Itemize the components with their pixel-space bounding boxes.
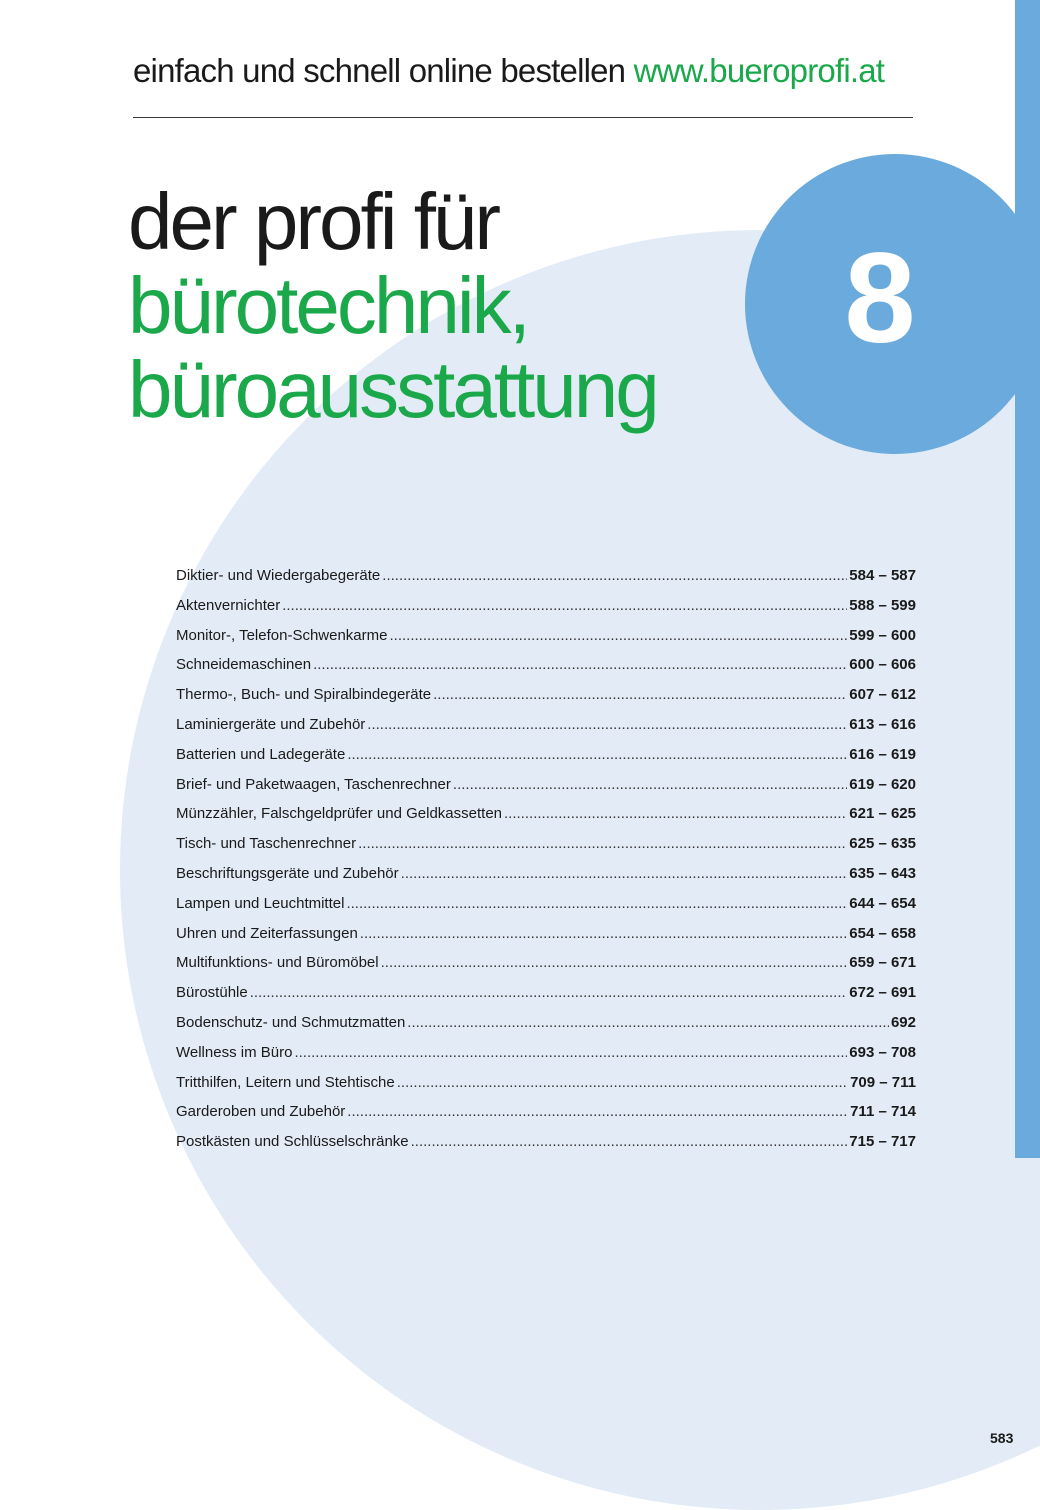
- toc-entry[interactable]: [176, 776, 916, 806]
- title-line-2: bürotechnik,: [128, 261, 528, 350]
- header: [133, 52, 913, 90]
- toc-dot-leader: [504, 805, 847, 822]
- toc-entry-pages: 659 – 671: [849, 954, 916, 972]
- toc-dot-leader: [367, 716, 847, 733]
- toc-dot-leader: [411, 1133, 848, 1150]
- toc-entry-pages: 600 – 606: [849, 656, 916, 674]
- toc-entry-label: Bürostühle: [176, 984, 248, 1002]
- toc-entry-pages: 588 – 599: [849, 596, 916, 614]
- toc-entry[interactable]: [176, 835, 916, 865]
- toc-entry-pages: 711 – 714: [850, 1103, 916, 1121]
- toc-entry-pages: 693 – 708: [849, 1043, 916, 1061]
- toc-entry-pages: 613 – 616: [849, 715, 916, 733]
- page-number: 583: [990, 1430, 1014, 1446]
- toc-entry[interactable]: [176, 686, 916, 716]
- toc-dot-leader: [358, 835, 847, 852]
- toc-entry-pages: 635 – 643: [849, 864, 916, 882]
- toc-entry-label: Uhren und Zeiterfassungen: [176, 924, 358, 942]
- toc-entry-pages: 644 – 654: [849, 894, 916, 912]
- toc-entry[interactable]: [176, 954, 916, 984]
- toc-entry[interactable]: [176, 627, 916, 657]
- toc-entry[interactable]: [176, 656, 916, 686]
- toc-entry-label: Garderoben und Zubehör: [176, 1103, 346, 1121]
- toc-entry[interactable]: [176, 567, 916, 597]
- toc-entry-pages: 672 – 691: [849, 984, 916, 1002]
- toc-dot-leader: [346, 895, 847, 912]
- page-title: [128, 177, 728, 434]
- toc-dot-leader: [433, 686, 847, 703]
- header-tagline: einfach und schnell online bestellen: [133, 52, 626, 89]
- toc-entry-pages: 584 – 587: [849, 567, 916, 584]
- toc-entry-label: Münzzähler, Falschgeldprüfer und Geldkassetten: [176, 805, 503, 823]
- toc-entry-pages: 621 – 625: [849, 805, 916, 823]
- toc-dot-leader: [381, 954, 848, 971]
- toc-entry-pages: 715 – 717: [849, 1133, 916, 1151]
- toc-dot-leader: [360, 925, 847, 942]
- toc-entry[interactable]: [176, 984, 916, 1014]
- toc-entry-label: Batterien und Ladegeräte: [176, 745, 346, 763]
- toc-entry-label: Beschriftungsgeräte und Zubehör: [176, 864, 399, 882]
- toc-entry-label: Diktier- und Wiedergabegeräte: [176, 567, 381, 584]
- toc-dot-leader: [453, 776, 847, 793]
- title-line-1: der profi für: [128, 177, 499, 266]
- toc-entry-pages: 616 – 619: [849, 745, 916, 763]
- toc-entry[interactable]: [176, 1014, 916, 1044]
- header-url-link[interactable]: www.bueroprofi.at: [633, 52, 885, 89]
- toc-entry[interactable]: [176, 925, 916, 955]
- toc-entry[interactable]: [176, 1074, 916, 1104]
- toc-dot-leader: [313, 656, 847, 673]
- toc-entry[interactable]: [176, 746, 916, 776]
- toc-entry-label: Laminiergeräte und Zubehör: [176, 715, 366, 733]
- toc-entry-label: Aktenvernichter: [176, 596, 281, 614]
- toc-entry-label: Monitor-, Telefon-Schwenkarme: [176, 626, 388, 644]
- toc-dot-leader: [382, 567, 847, 584]
- chapter-side-bar: [1015, 0, 1040, 1158]
- toc-entry-pages: 607 – 612: [849, 686, 916, 704]
- toc-entry-label: Brief- und Paketwaagen, Taschenrechner: [176, 775, 451, 793]
- toc-dot-leader: [347, 1103, 848, 1120]
- toc-entry-label: Thermo-, Buch- und Spiralbindegeräte: [176, 686, 432, 704]
- chapter-number: 8: [844, 227, 916, 370]
- toc-entry[interactable]: [176, 805, 916, 835]
- toc-entry-label: Schneidemaschinen: [176, 656, 312, 674]
- toc-entry[interactable]: [176, 1103, 916, 1133]
- toc-dot-leader: [282, 597, 847, 614]
- toc-entry-pages: 709 – 711: [850, 1073, 916, 1091]
- toc-entry-label: Postkästen und Schlüsselschränke: [176, 1133, 409, 1151]
- toc-entry[interactable]: [176, 895, 916, 925]
- title-line-3: büroausstattung: [128, 345, 657, 434]
- toc-entry-pages: 692: [890, 1013, 916, 1031]
- toc-entry-pages: 625 – 635: [849, 835, 916, 853]
- toc-entry[interactable]: [176, 597, 916, 627]
- toc-entry-label: Bodenschutz- und Schmutzmatten: [176, 1013, 406, 1031]
- toc-entry[interactable]: [176, 1044, 916, 1074]
- toc-entry-pages: 599 – 600: [849, 626, 916, 644]
- toc-entry-label: Tisch- und Taschenrechner: [176, 835, 357, 853]
- toc-entry[interactable]: [176, 865, 916, 895]
- toc-entry-label: Multifunktions- und Büromöbel: [176, 954, 379, 972]
- toc-entry-label: Lampen und Leuchtmittel: [176, 894, 345, 912]
- toc-entry[interactable]: [176, 716, 916, 746]
- toc-dot-leader: [407, 1014, 889, 1031]
- toc-dot-leader: [401, 865, 848, 882]
- toc-dot-leader: [347, 746, 847, 763]
- toc-dot-leader: [294, 1044, 847, 1061]
- toc-dot-leader: [250, 984, 848, 1001]
- header-divider: [133, 117, 913, 118]
- toc-entry-pages: 619 – 620: [849, 775, 916, 793]
- toc-entry-label: Wellness im Büro: [176, 1043, 293, 1061]
- toc-entry-label: Tritthilfen, Leitern und Stehtische: [176, 1073, 395, 1091]
- toc-dot-leader: [389, 627, 847, 644]
- toc-entry[interactable]: [176, 1133, 916, 1163]
- toc-entry-pages: 654 – 658: [849, 924, 916, 942]
- table-of-contents: [176, 567, 916, 1163]
- toc-dot-leader: [397, 1074, 848, 1091]
